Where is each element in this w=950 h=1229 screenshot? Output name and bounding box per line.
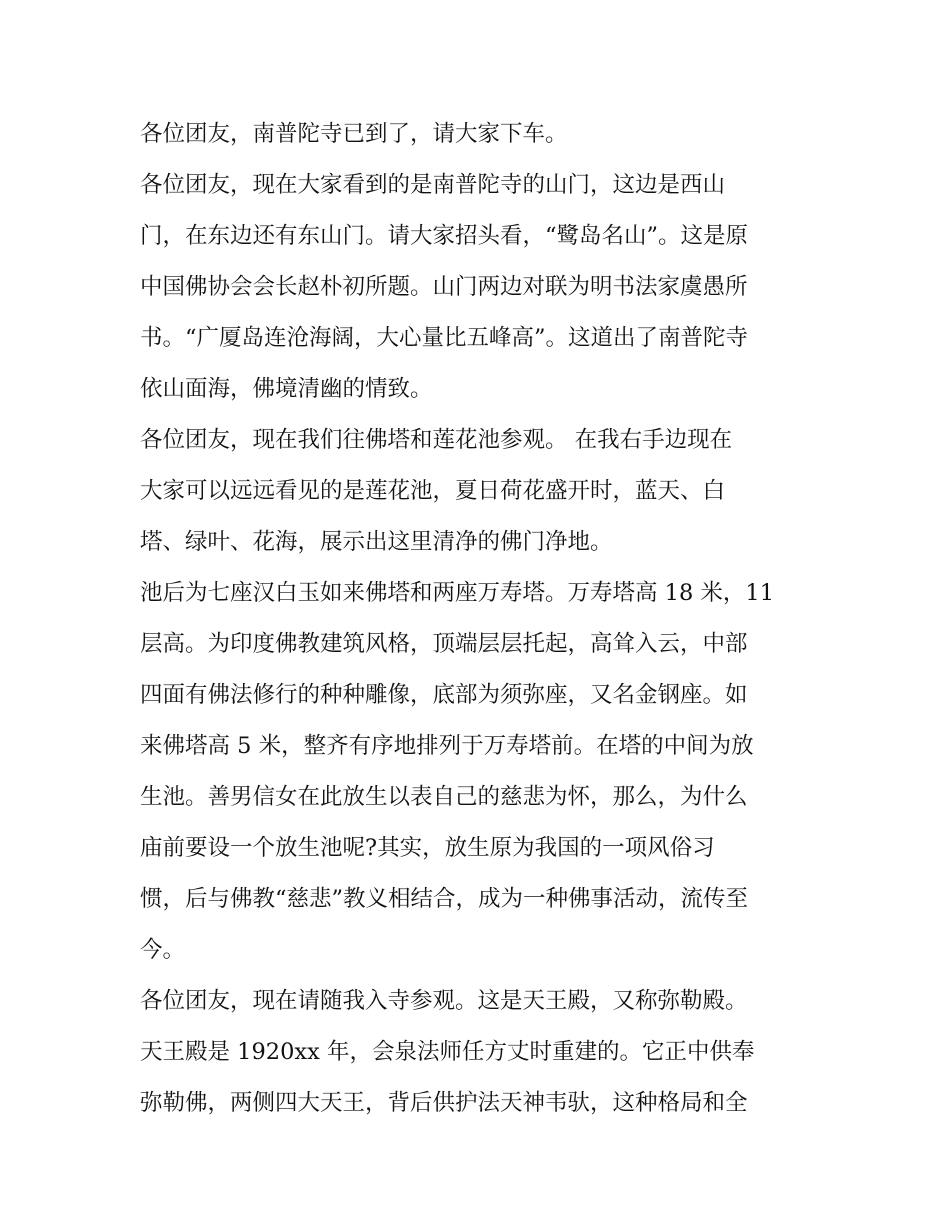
text-line: 依山面海，佛境清幽的情致。 [140,376,433,402]
text-line: 各位团友，现在我们往佛塔和莲花池参观。 在我右手边现在 [140,427,733,453]
text-line: 大家可以远远看见的是莲花池，夏日荷花盛开时，蓝天、白 [140,478,726,504]
text-line: 塔、绿叶、花海，展示出这里清净的佛门净地。 [140,529,613,555]
paragraph-pagodas [140,568,815,976]
text-line: 四面有佛法修行的种种雕像，底部为须弥座，又名金钢座。如 [140,682,748,708]
text-line: 门，在东边还有东山门。请大家招头看，“鹭岛名山”。这是原 [140,223,749,249]
document-body [140,109,815,1129]
text-line: 惯，后与佛教“慈悲”教义相结合，成为一种佛事活动，流传至 [140,886,749,912]
text-line: 池后为七座汉白玉如来佛塔和两座万寿塔。万寿塔高 18 米，11 [140,580,775,606]
text-line: 各位团友，现在请随我入寺参观。这是天王殿，又称弥勒殿。 [140,988,748,1014]
text-line: 各位团友，南普陀寺已到了，请大家下车。 [140,121,568,147]
text-line: 天王殿是 1920xx 年，会泉法师任方丈时重建的。它正中供奉 [140,1039,755,1065]
text-line: 庙前要设一个放生池呢?其实，放生原为我国的一项风俗习 [140,835,715,861]
paragraph-heavenly-king-hall [140,976,815,1129]
text-line: 来佛塔高 5 米，整齐有序地排列于万寿塔前。在塔的中间为放 [140,733,754,759]
text-line: 今。 [140,937,186,963]
paragraph-arrival [140,109,815,160]
paragraph-lotus-pond [140,415,815,568]
text-line: 各位团友，现在大家看到的是南普陀寺的山门，这边是西山 [140,172,726,198]
text-line: 层高。为印度佛教建筑风格，顶端层层托起，高耸入云，中部 [140,631,748,657]
text-line: 生池。善男信女在此放生以表自己的慈悲为怀，那么，为什么 [140,784,748,810]
text-line: 中国佛协会会长赵朴初所题。山门两边对联为明书法家虞愚所 [140,274,748,300]
paragraph-mountain-gate [140,160,815,415]
text-line: 书。“广厦岛连沧海阔，大心量比五峰高”。这道出了南普陀寺 [140,325,749,351]
text-line: 弥勒佛，两侧四大天王，背后供护法天神韦驮，这种格局和全 [140,1090,748,1116]
